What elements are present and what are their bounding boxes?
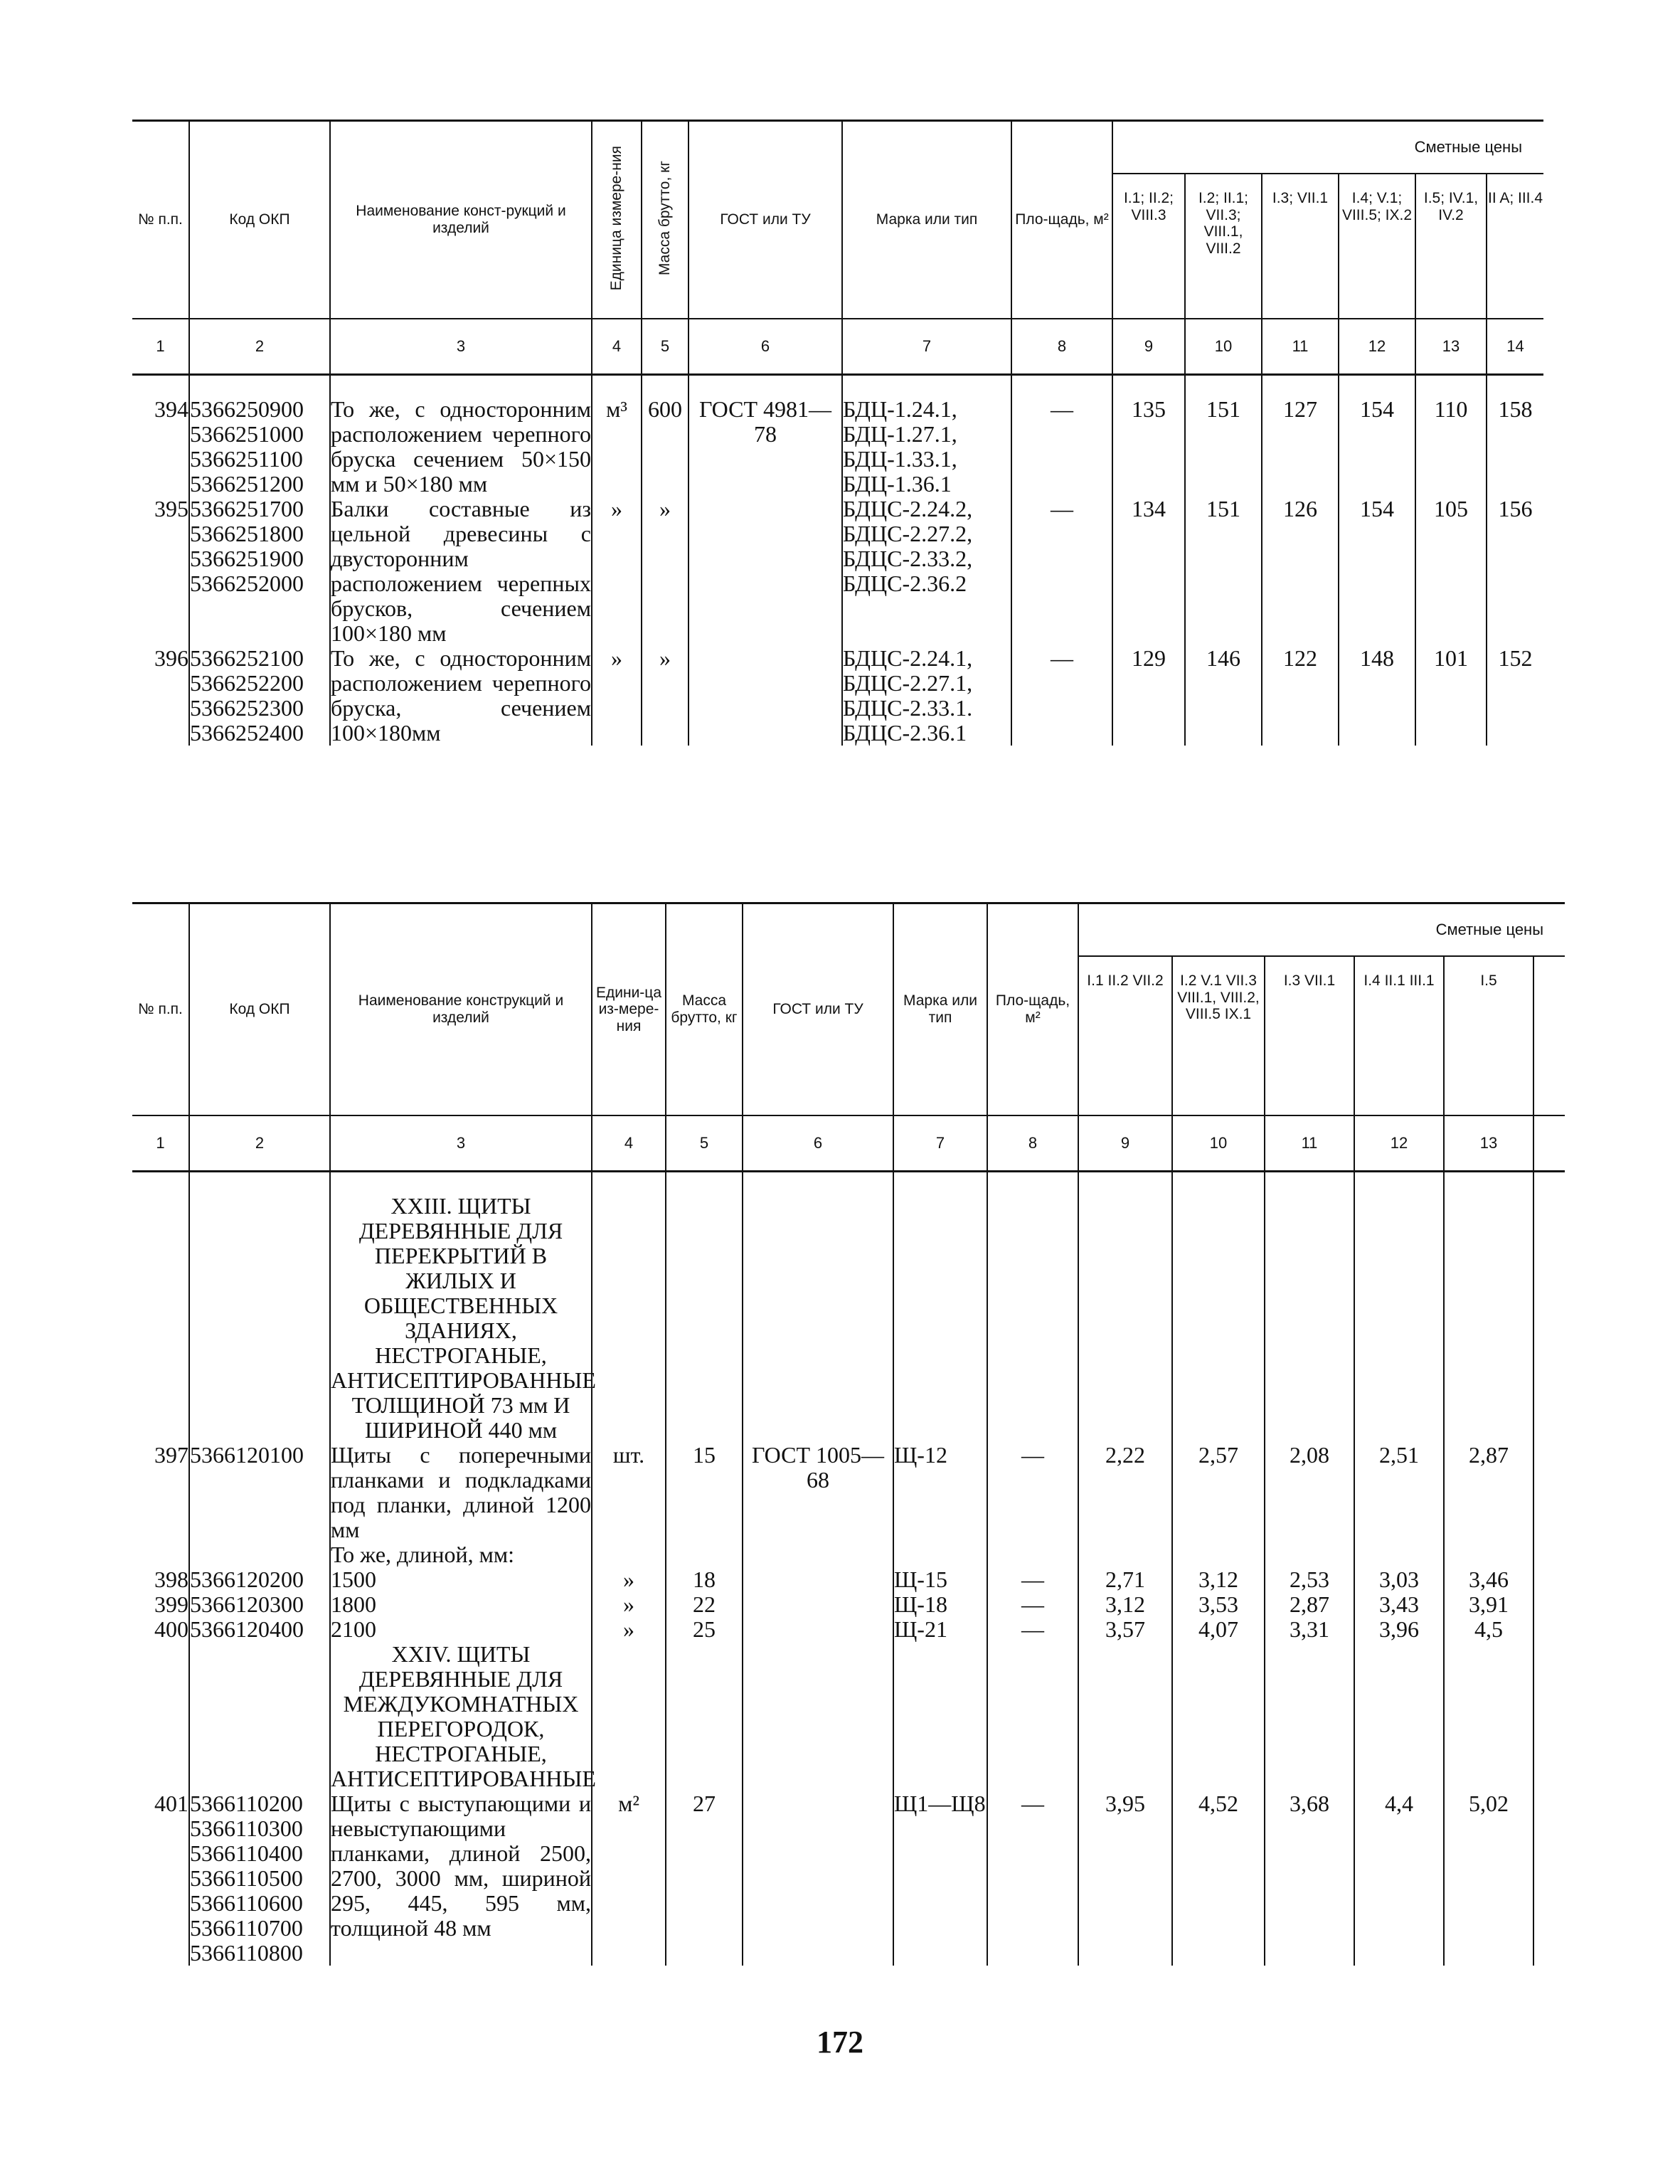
table-row (132, 1791, 1565, 1966)
table-row (132, 1567, 1565, 1592)
col-number: 5 (666, 1115, 743, 1172)
unit: » (592, 1567, 666, 1592)
price-sub-header: I.2; II.1; VII.3; VIII.1, VIII.2 (1185, 174, 1262, 319)
marks: БДЦС-2.24.1, БДЦС-2.27.1, БДЦС-2.33.1. БДЦС-2.36.1 (842, 646, 1011, 746)
unit: » (592, 1617, 666, 1642)
price: 126 (1262, 497, 1339, 646)
item-name: 2100 (330, 1617, 592, 1642)
price: 3,95 (1078, 1791, 1172, 1966)
page-number: 172 (817, 2025, 863, 2060)
area: — (987, 1567, 1078, 1592)
area: — (1011, 397, 1112, 497)
col-number: 11 (1265, 1115, 1354, 1172)
col-number: 1 (132, 319, 189, 375)
item-name: 1500 (330, 1567, 592, 1592)
item-name: Щиты с выступающими и невыступающими планками, длиной 2500, 2700, 3000 мм, шириной 295, 445, 595 мм, толщиной 48 мм (330, 1791, 592, 1966)
mark: Щ-21 (893, 1617, 987, 1642)
mass: 27 (666, 1791, 743, 1966)
gost: ГОСТ 4981—78 (689, 397, 842, 497)
price-sub-header: II A; III.4 (1487, 174, 1543, 319)
item-name: То же, с односторонним расположением черепного бруска сечением 50×150 мм и 50×180 мм (331, 396, 591, 497)
area: — (1011, 497, 1112, 646)
area: — (987, 1791, 1078, 1966)
area: — (987, 1592, 1078, 1617)
price: 110 (1415, 397, 1487, 497)
row-number: 400 (154, 1616, 188, 1642)
table-row (132, 397, 1543, 497)
col-header-mass: Масса брутто, кг (666, 903, 743, 1116)
mass: 15 (666, 1443, 743, 1542)
okp-codes: 5366110200 5366110300 5366110400 5366110500 5366110600 5366110700 5366110800 (189, 1791, 330, 1966)
col-number: 6 (689, 319, 842, 375)
col-number: 8 (987, 1115, 1078, 1172)
col-header-prices: Сметные цены (1078, 903, 1565, 957)
price: 129 (1112, 646, 1185, 746)
mass: 18 (666, 1567, 743, 1592)
col-number: 7 (842, 319, 1011, 375)
mass: 600 (642, 397, 689, 497)
unit: » (592, 497, 642, 646)
price: 4,5 (1444, 1617, 1533, 1642)
col-header-area: Пло-щадь, м² (1011, 121, 1112, 319)
table-row (132, 1617, 1565, 1642)
mark: Щ-15 (893, 1567, 987, 1592)
price: 5,02 (1444, 1791, 1533, 1966)
price: 148 (1339, 646, 1415, 746)
price-sub-header: I.1; II.2; VIII.3 (1112, 174, 1185, 319)
mass: 25 (666, 1617, 743, 1642)
item-name: 1800 (330, 1592, 592, 1617)
price: 3,96 (1354, 1617, 1444, 1642)
price: 101 (1415, 646, 1487, 746)
price: 122 (1262, 646, 1339, 746)
unit: м³ (592, 397, 642, 497)
col-header-unit: Единица измере-ния (592, 121, 642, 319)
mass: » (642, 497, 689, 646)
price: 154 (1339, 497, 1415, 646)
same-length-label: То же, длиной, мм: (330, 1542, 592, 1567)
price: 134 (1112, 497, 1185, 646)
area: — (987, 1443, 1078, 1542)
price: 2,53 (1265, 1567, 1354, 1592)
price: 3,43 (1354, 1592, 1444, 1617)
col-header-mass: Масса брутто, кг (642, 121, 689, 319)
row-number: 395 (154, 496, 188, 521)
table-row (132, 1592, 1565, 1617)
price: 105 (1415, 497, 1487, 646)
row-number: 398 (154, 1567, 188, 1592)
price: 3,46 (1444, 1567, 1533, 1592)
col-header-mark: Марка или тип (842, 121, 1011, 319)
col-header-gost: ГОСТ или ТУ (689, 121, 842, 319)
gost: ГОСТ 1005—68 (743, 1443, 893, 1542)
col-number: 9 (1078, 1115, 1172, 1172)
col-header-okp: Код ОКП (189, 903, 330, 1116)
price: 3,91 (1444, 1592, 1533, 1617)
area: — (987, 1617, 1078, 1642)
price-sub-header: I.3; VII.1 (1262, 174, 1339, 319)
okp-code: 5366120100 (189, 1443, 330, 1542)
col-number: 3 (330, 1115, 592, 1172)
col-number: 11 (1262, 319, 1339, 375)
col-number: 2 (189, 319, 330, 375)
col-number: 12 (1339, 319, 1415, 375)
price-sub-header: I.1 II.2 VII.2 (1078, 956, 1172, 1115)
price: 3,68 (1265, 1791, 1354, 1966)
price: 151 (1185, 397, 1262, 497)
row-number: 394 (154, 396, 188, 422)
marks: БДЦ-1.24.1, БДЦ-1.27.1, БДЦ-1.33.1, БДЦ-1.36.1 (842, 397, 1011, 497)
col-header-no: № п.п. (132, 903, 189, 1116)
col-number: 14 (1487, 319, 1543, 375)
price: 4,52 (1172, 1791, 1265, 1966)
col-number: 2 (189, 1115, 330, 1172)
okp-code: 5366120200 (189, 1567, 330, 1592)
item-name: Щиты с поперечными планками и подкладками под планки, длиной 1200 мм (331, 1442, 591, 1542)
gost (689, 646, 842, 746)
mark: Щ-12 (893, 1443, 987, 1542)
price: 152 (1487, 646, 1543, 746)
okp-code: 5366120300 (189, 1592, 330, 1617)
section-heading-row (132, 1194, 1565, 1443)
col-number: 13 (1444, 1115, 1533, 1172)
col-number: 7 (893, 1115, 987, 1172)
price-sub-header: I.5; IV.1, IV.2 (1415, 174, 1487, 319)
price: 2,71 (1078, 1567, 1172, 1592)
mass: » (642, 646, 689, 746)
table-2 (132, 902, 1565, 1966)
col-header-prices: Сметные цены (1112, 121, 1543, 174)
col-number: 8 (1011, 319, 1112, 375)
col-number: 9 (1112, 319, 1185, 375)
price: 151 (1185, 497, 1262, 646)
price: 135 (1112, 397, 1185, 497)
col-number: 4 (592, 319, 642, 375)
col-number: 3 (330, 319, 592, 375)
subheading-row (132, 1542, 1565, 1567)
gost (689, 497, 842, 646)
unit: шт. (592, 1443, 666, 1542)
section-heading: XXIII. ЩИТЫ ДЕРЕВЯННЫЕ ДЛЯ ПЕРЕКРЫТИЙ В ЖИЛЫХ И ОБЩЕСТВЕННЫХ ЗДАНИЯХ, НЕСТРОГАНЫЕ, АНТИСЕПТИРОВАННЫЕ ТОЛЩИНОЙ 73 мм И ШИРИНОЙ 440 мм (331, 1193, 596, 1443)
mark: Щ-18 (893, 1592, 987, 1617)
area: — (1011, 646, 1112, 746)
table-1 (132, 120, 1543, 746)
mark: Щ1—Щ8 (893, 1791, 987, 1966)
unit: » (592, 646, 642, 746)
price: 2,51 (1354, 1443, 1444, 1542)
col-number: 10 (1172, 1115, 1265, 1172)
price-sub-header: I.4 II.1 III.1 (1354, 956, 1444, 1115)
col-header-okp: Код ОКП (189, 121, 330, 319)
okp-codes: 5366250900 5366251000 5366251100 5366251200 (189, 397, 330, 497)
col-number: 1 (132, 1115, 189, 1172)
col-header-no: № п.п. (132, 121, 189, 319)
item-name: Балки составные из цельной древесины с двусторонним расположением черепных брусков, сечением 100×180 мм (331, 496, 591, 646)
col-number: 6 (743, 1115, 893, 1172)
price-sub-header: I.4; V.1; VIII.5; IX.2 (1339, 174, 1415, 319)
col-header-name: Наименование конструкций и изделий (330, 903, 592, 1116)
marks: БДЦС-2.24.2, БДЦС-2.27.2, БДЦС-2.33.2, БДЦС-2.36.2 (842, 497, 1011, 646)
row-number: 399 (154, 1591, 188, 1617)
section-heading-row (132, 1642, 1565, 1791)
price: 4,07 (1172, 1617, 1265, 1642)
price: 2,57 (1172, 1443, 1265, 1542)
col-header-gost: ГОСТ или ТУ (743, 903, 893, 1116)
section-heading: XXIV. ЩИТЫ ДЕРЕВЯННЫЕ ДЛЯ МЕЖДУКОМНАТНЫХ ПЕРЕГОРОДОК, НЕСТРОГАНЫЕ, АНТИСЕПТИРОВАННЫЕ (331, 1641, 596, 1791)
price: 3,31 (1265, 1617, 1354, 1642)
price-sub-header: I.5 (1444, 956, 1533, 1115)
price: 2,08 (1265, 1443, 1354, 1542)
price-sub-header: I.3 VII.1 (1265, 956, 1354, 1115)
price: 156 (1487, 497, 1543, 646)
okp-code: 5366120400 (189, 1617, 330, 1642)
col-number: 13 (1415, 319, 1487, 375)
price: 146 (1185, 646, 1262, 746)
price: 3,03 (1354, 1567, 1444, 1592)
price: 2,22 (1078, 1443, 1172, 1542)
price-sub-header: I.2 V.1 VII.3 VIII.1, VIII.2, VIII.5 IX.1 (1172, 956, 1265, 1115)
col-number: 4 (592, 1115, 666, 1172)
gost (743, 1791, 893, 1966)
row-number: 396 (154, 645, 188, 671)
row-number: 397 (154, 1442, 188, 1468)
col-header-unit: Едини-ца из-мере-ния (592, 903, 666, 1116)
price: 3,12 (1172, 1567, 1265, 1592)
price: 3,12 (1078, 1592, 1172, 1617)
col-header-area: Пло-щадь, м² (987, 903, 1078, 1116)
col-header-mark: Марка или тип (893, 903, 987, 1116)
unit: м² (592, 1791, 666, 1966)
price: 2,87 (1265, 1592, 1354, 1617)
price: 3,57 (1078, 1617, 1172, 1642)
price: 2,87 (1444, 1443, 1533, 1542)
col-header-name: Наименование конст-рукций и изделий (330, 121, 592, 319)
price: 158 (1487, 397, 1543, 497)
row-number: 401 (154, 1791, 188, 1816)
unit: » (592, 1592, 666, 1617)
col-number: 10 (1185, 319, 1262, 375)
table-row (132, 497, 1543, 646)
price: 3,53 (1172, 1592, 1265, 1617)
item-name: То же, с односторонним расположением черепного бруска, сечением 100×180мм (331, 645, 591, 746)
table-row (132, 1443, 1565, 1542)
okp-codes: 5366251700 5366251800 5366251900 5366252000 (189, 497, 330, 646)
mass: 22 (666, 1592, 743, 1617)
price: 154 (1339, 397, 1415, 497)
col-number: 5 (642, 319, 689, 375)
price: 127 (1262, 397, 1339, 497)
price: 4,4 (1354, 1791, 1444, 1966)
table-row (132, 646, 1543, 746)
okp-codes: 5366252100 5366252200 5366252300 5366252400 (189, 646, 330, 746)
col-number: 12 (1354, 1115, 1444, 1172)
